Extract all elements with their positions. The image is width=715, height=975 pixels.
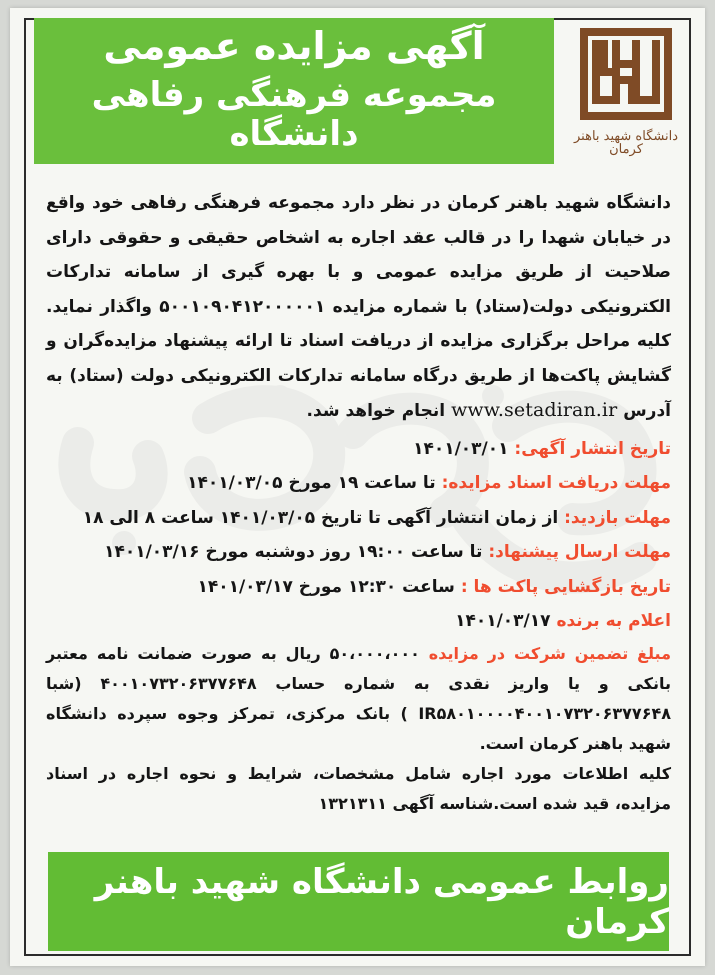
document-deadline-label: مهلت دریافت اسناد مزایده: [441, 473, 671, 493]
opening-date-label: تاریخ بازگشایی پاکت ها : [460, 576, 671, 597]
winner-announcement-value: ۱۴۰۱/۰۳/۱۷ [455, 611, 557, 631]
publication-date-label: تاریخ انتشار آگهی: [514, 438, 671, 459]
notice-paper [10, 8, 705, 966]
guarantee-paragraph [46, 639, 671, 759]
winner-announcement-label: اعلام به برنده [556, 611, 671, 631]
proposal-deadline-row [46, 535, 671, 570]
notice-details [46, 432, 671, 639]
visit-deadline-row [46, 501, 671, 536]
setadiran-url: www.setadiran.ir [451, 399, 618, 421]
notice-notes [46, 639, 671, 819]
winner-announcement-row [46, 604, 671, 639]
notice-intro [46, 186, 671, 429]
proposal-deadline-label: مهلت ارسال پیشنهاد: [488, 542, 671, 562]
header-banner [34, 18, 554, 164]
guarantee-label: مبلغ تضمین شرکت در مزایده [428, 643, 671, 663]
university-logo-caption: دانشگاه شهید باهنر کرمان [574, 129, 678, 157]
opening-date-value: ساعت ۱۲:۳۰ مورخ ۱۴۰۱/۰۳/۱۷ [197, 576, 461, 597]
opening-date-row [46, 570, 671, 605]
conditions-paragraph: کلیه اطلاعات مورد اجاره شامل مشخصات، شرایط و نحوه اجاره در اسناد مزایده، قید شده است.شناسه آگهی ۱۳۲۱۳۱۱ [46, 763, 671, 813]
intro-text-before-url: دانشگاه شهید باهنر کرمان در نظر دارد مجموعه فرهنگی رفاهی خود واقع در خیابان شهدا را در قالب عقد اجاره به اشخاص حقیقی و حقوقی دارای صلاحیت از طریق مزایده عمومی و با بهره گیری از سامانه تدارکات الکترونیکی دولت(ستاد) با شماره مزایده ۵۰۰۱۰۹۰۴۱۲۰۰۰۰۰۱ واگذار نماید. کلیه مراحل برگزاری مزایده از دریافت اسناد تا ارائه پیشنهاد مزایده‌گران و گشایش پاکت‌ها از طریق درگاه سامانه تدارکات الکترونیکی دولت (ستاد) به آدرس [46, 193, 671, 421]
document-deadline-value: تا ساعت ۱۹ مورخ ۱۴۰۱/۰۳/۰۵ [187, 473, 442, 493]
guarantee-text: ۵۰،۰۰۰،۰۰۰ ریال به صورت ضمانت نامه معتبر بانکی و یا واریز نقدی به شماره حساب ۴۰۰۱۰۷۳۲۰۶۳۷۷۶۴۸ (شبا IR۵۸۰۱۰۰۰۰۴۰۰۱۰۷۳۲۰۶۳۷۷۶۴۸ ) بانک مرکزی، تمرکز وجوه سپرده دانشگاه شهید باهنر کرمان است. [46, 643, 671, 753]
proposal-deadline-value: تا ساعت ۱۹:۰۰ روز دوشنبه مورخ ۱۴۰۱/۰۳/۱۶ [104, 542, 489, 562]
visit-deadline-label: مهلت بازدید: [564, 507, 671, 528]
visit-deadline-value: از زمان انتشار آگهی تا تاریخ ۱۴۰۱/۰۳/۰۵ ساعت ۸ الی ۱۸ [82, 507, 565, 528]
footer-banner: روابط عمومی دانشگاه شهید باهنر کرمان [48, 852, 669, 951]
publication-date-value: ۱۴۰۱/۰۳/۰۱ [413, 438, 515, 459]
publication-date-row [46, 432, 671, 467]
university-logo-icon [576, 24, 676, 124]
notice-content [46, 186, 671, 819]
header-title-line-1: آگهی مزایده عمومی [103, 24, 485, 68]
intro-text-after-url: انجام خواهد شد. [306, 401, 446, 421]
document-deadline-row [46, 466, 671, 501]
header-title-line-2: مجموعه فرهنگی رفاهی دانشگاه [91, 74, 497, 154]
university-logo [565, 24, 687, 160]
